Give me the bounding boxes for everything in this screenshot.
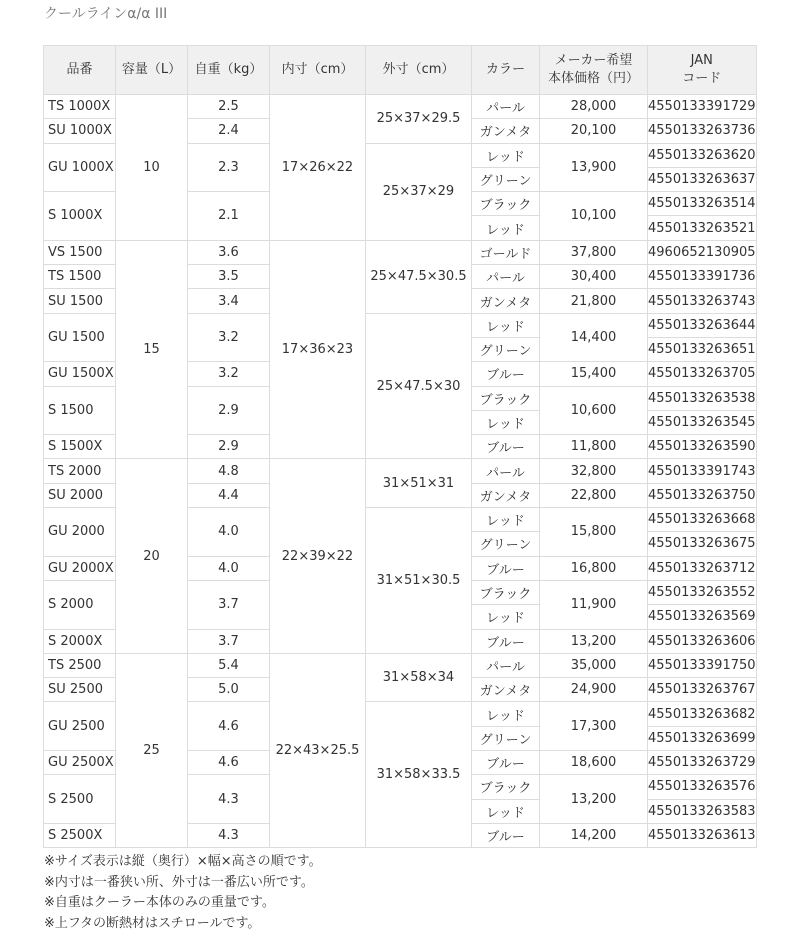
- jan-cell: 4550133263545: [648, 410, 757, 434]
- jan-cell: 4550133263590: [648, 435, 757, 459]
- weight-cell: 2.3: [188, 143, 270, 192]
- color-cell: ガンメタ: [472, 483, 540, 507]
- inner-size-cell: 17×36×23: [270, 240, 366, 459]
- outer-size-cell: 31×58×34: [366, 653, 472, 702]
- jan-cell: 4550133263651: [648, 337, 757, 361]
- outer-size-cell: 25×47.5×30.5: [366, 240, 472, 313]
- jan-cell: 4550133263668: [648, 508, 757, 532]
- jan-cell: 4550133391729: [648, 95, 757, 119]
- weight-cell: 4.3: [188, 775, 270, 824]
- hinban-cell: S 2000X: [44, 629, 116, 653]
- outer-size-cell: 31×51×30.5: [366, 508, 472, 654]
- jan-cell: 4550133263743: [648, 289, 757, 313]
- jan-cell: 4550133263620: [648, 143, 757, 167]
- color-cell: レッド: [472, 605, 540, 629]
- inner-size-cell: 17×26×22: [270, 95, 366, 241]
- weight-cell: 4.0: [188, 508, 270, 557]
- hinban-cell: VS 1500: [44, 240, 116, 264]
- hinban-cell: GU 2500: [44, 702, 116, 751]
- jan-cell: 4550133263675: [648, 532, 757, 556]
- hinban-cell: GU 1500: [44, 313, 116, 362]
- price-cell: 28,000: [540, 95, 648, 119]
- header-outer-size: 外寸（cm）: [366, 46, 472, 95]
- weight-cell: 3.5: [188, 265, 270, 289]
- color-cell: レッド: [472, 410, 540, 434]
- jan-cell: 4550133391736: [648, 265, 757, 289]
- color-cell: レッド: [472, 799, 540, 823]
- inner-size-cell: 22×43×25.5: [270, 653, 366, 847]
- price-cell: 16,800: [540, 556, 648, 580]
- capacity-cell: 25: [116, 653, 188, 847]
- price-cell: 10,600: [540, 386, 648, 435]
- weight-cell: 2.1: [188, 192, 270, 241]
- weight-cell: 3.2: [188, 362, 270, 386]
- jan-cell: 4550133263682: [648, 702, 757, 726]
- jan-cell: 4550133263750: [648, 483, 757, 507]
- weight-cell: 4.3: [188, 823, 270, 847]
- color-cell: パール: [472, 265, 540, 289]
- hinban-cell: SU 2000: [44, 483, 116, 507]
- price-cell: 13,200: [540, 629, 648, 653]
- color-cell: ガンメタ: [472, 678, 540, 702]
- price-cell: 35,000: [540, 653, 648, 677]
- capacity-cell: 20: [116, 459, 188, 653]
- hinban-cell: TS 1500: [44, 265, 116, 289]
- weight-cell: 2.9: [188, 386, 270, 435]
- inner-size-cell: 22×39×22: [270, 459, 366, 653]
- weight-cell: 4.8: [188, 459, 270, 483]
- color-cell: ゴールド: [472, 240, 540, 264]
- hinban-cell: TS 2500: [44, 653, 116, 677]
- weight-cell: 3.7: [188, 580, 270, 629]
- hinban-cell: S 2500: [44, 775, 116, 824]
- color-cell: レッド: [472, 508, 540, 532]
- color-cell: グリーン: [472, 167, 540, 191]
- hinban-cell: TS 1000X: [44, 95, 116, 119]
- note: ※サイズ表示は縦（奥行）×幅×高さの順です。: [44, 854, 322, 869]
- color-cell: ブルー: [472, 629, 540, 653]
- hinban-cell: S 1000X: [44, 192, 116, 241]
- weight-cell: 3.7: [188, 629, 270, 653]
- color-cell: ブルー: [472, 556, 540, 580]
- weight-cell: 4.4: [188, 483, 270, 507]
- price-cell: 32,800: [540, 459, 648, 483]
- hinban-cell: GU 1500X: [44, 362, 116, 386]
- color-cell: パール: [472, 95, 540, 119]
- jan-cell: 4550133263583: [648, 799, 757, 823]
- price-cell: 22,800: [540, 483, 648, 507]
- jan-cell: 4550133263521: [648, 216, 757, 240]
- jan-cell: 4550133263576: [648, 775, 757, 799]
- color-cell: ブラック: [472, 386, 540, 410]
- header-price: メーカー希望 本体価格（円）: [540, 46, 648, 95]
- price-cell: 24,900: [540, 678, 648, 702]
- jan-cell: 4550133263637: [648, 167, 757, 191]
- hinban-cell: S 1500: [44, 386, 116, 435]
- price-cell: 11,900: [540, 580, 648, 629]
- color-cell: ガンメタ: [472, 289, 540, 313]
- weight-cell: 4.0: [188, 556, 270, 580]
- color-cell: レッド: [472, 702, 540, 726]
- note: ※内寸は一番狭い所、外寸は一番広い所です。: [44, 874, 314, 890]
- color-cell: パール: [472, 459, 540, 483]
- jan-cell: 4550133263767: [648, 678, 757, 702]
- outer-size-cell: 31×51×31: [366, 459, 472, 508]
- price-cell: 20,100: [540, 119, 648, 143]
- hinban-cell: SU 1000X: [44, 119, 116, 143]
- header-weight: 自重（kg）: [188, 46, 270, 95]
- hinban-cell: GU 2000X: [44, 556, 116, 580]
- price-cell: 10,100: [540, 192, 648, 241]
- price-cell: 14,200: [540, 823, 648, 847]
- color-cell: グリーン: [472, 337, 540, 361]
- jan-cell: 4550133391743: [648, 459, 757, 483]
- price-cell: 18,600: [540, 751, 648, 775]
- capacity-cell: 10: [116, 95, 188, 241]
- jan-cell: 4550133263552: [648, 580, 757, 604]
- price-cell: 30,400: [540, 265, 648, 289]
- jan-cell: 4550133263538: [648, 386, 757, 410]
- hinban-cell: GU 2500X: [44, 751, 116, 775]
- spec-table: [43, 45, 757, 848]
- color-cell: ブルー: [472, 435, 540, 459]
- header-capacity: 容量（L）: [116, 46, 188, 95]
- outer-size-cell: 25×47.5×30: [366, 313, 472, 459]
- header-row: [44, 46, 757, 95]
- color-cell: ブラック: [472, 580, 540, 604]
- price-cell: 21,800: [540, 289, 648, 313]
- price-cell: 15,400: [540, 362, 648, 386]
- jan-cell: 4550133263606: [648, 629, 757, 653]
- jan-cell: 4550133263705: [648, 362, 757, 386]
- jan-cell: 4550133263569: [648, 605, 757, 629]
- outer-size-cell: 31×58×33.5: [366, 702, 472, 848]
- header-color: カラー: [472, 46, 540, 95]
- price-cell: 13,900: [540, 143, 648, 192]
- weight-cell: 5.4: [188, 653, 270, 677]
- note: ※自重はクーラー本体のみの重量です。: [44, 895, 275, 911]
- hinban-cell: S 2500X: [44, 823, 116, 847]
- jan-cell: 4550133263613: [648, 823, 757, 847]
- price-cell: 17,300: [540, 702, 648, 751]
- price-cell: 13,200: [540, 775, 648, 824]
- color-cell: ブラック: [472, 775, 540, 799]
- hinban-cell: TS 2000: [44, 459, 116, 483]
- price-cell: 11,800: [540, 435, 648, 459]
- weight-cell: 2.5: [188, 95, 270, 119]
- header-hinban: 品番: [44, 46, 116, 95]
- note: ※上フタの断熱材はスチロールです。: [44, 915, 261, 931]
- header-inner-size: 内寸（cm）: [270, 46, 366, 95]
- table-row: [44, 459, 757, 483]
- price-cell: 37,800: [540, 240, 648, 264]
- color-cell: ガンメタ: [472, 119, 540, 143]
- color-cell: ブルー: [472, 751, 540, 775]
- color-cell: レッド: [472, 313, 540, 337]
- page-title: クールラインα/α III: [44, 6, 168, 22]
- weight-cell: 2.4: [188, 119, 270, 143]
- color-cell: ブルー: [472, 823, 540, 847]
- weight-cell: 5.0: [188, 678, 270, 702]
- jan-cell: 4550133263644: [648, 313, 757, 337]
- color-cell: ブラック: [472, 192, 540, 216]
- color-cell: パール: [472, 653, 540, 677]
- color-cell: レッド: [472, 216, 540, 240]
- jan-cell: 4550133263514: [648, 192, 757, 216]
- table-row: [44, 653, 757, 677]
- weight-cell: 4.6: [188, 751, 270, 775]
- color-cell: グリーン: [472, 532, 540, 556]
- color-cell: グリーン: [472, 726, 540, 750]
- jan-cell: 4550133263729: [648, 751, 757, 775]
- jan-cell: 4550133263712: [648, 556, 757, 580]
- jan-cell: 4960652130905: [648, 240, 757, 264]
- header-jan: JAN コード: [648, 46, 757, 95]
- hinban-cell: S 1500X: [44, 435, 116, 459]
- hinban-cell: SU 1500: [44, 289, 116, 313]
- jan-cell: 4550133263699: [648, 726, 757, 750]
- table-row: [44, 240, 757, 264]
- capacity-cell: 15: [116, 240, 188, 459]
- weight-cell: 3.6: [188, 240, 270, 264]
- color-cell: レッド: [472, 143, 540, 167]
- table-row: [44, 95, 757, 119]
- hinban-cell: GU 1000X: [44, 143, 116, 192]
- notes: [44, 852, 322, 934]
- jan-cell: 4550133263736: [648, 119, 757, 143]
- hinban-cell: SU 2500: [44, 678, 116, 702]
- hinban-cell: GU 2000: [44, 508, 116, 557]
- hinban-cell: S 2000: [44, 580, 116, 629]
- outer-size-cell: 25×37×29.5: [366, 95, 472, 144]
- price-cell: 14,400: [540, 313, 648, 362]
- outer-size-cell: 25×37×29: [366, 143, 472, 240]
- price-cell: 15,800: [540, 508, 648, 557]
- jan-cell: 4550133391750: [648, 653, 757, 677]
- weight-cell: 4.6: [188, 702, 270, 751]
- weight-cell: 3.2: [188, 313, 270, 362]
- weight-cell: 2.9: [188, 435, 270, 459]
- weight-cell: 3.4: [188, 289, 270, 313]
- color-cell: ブルー: [472, 362, 540, 386]
